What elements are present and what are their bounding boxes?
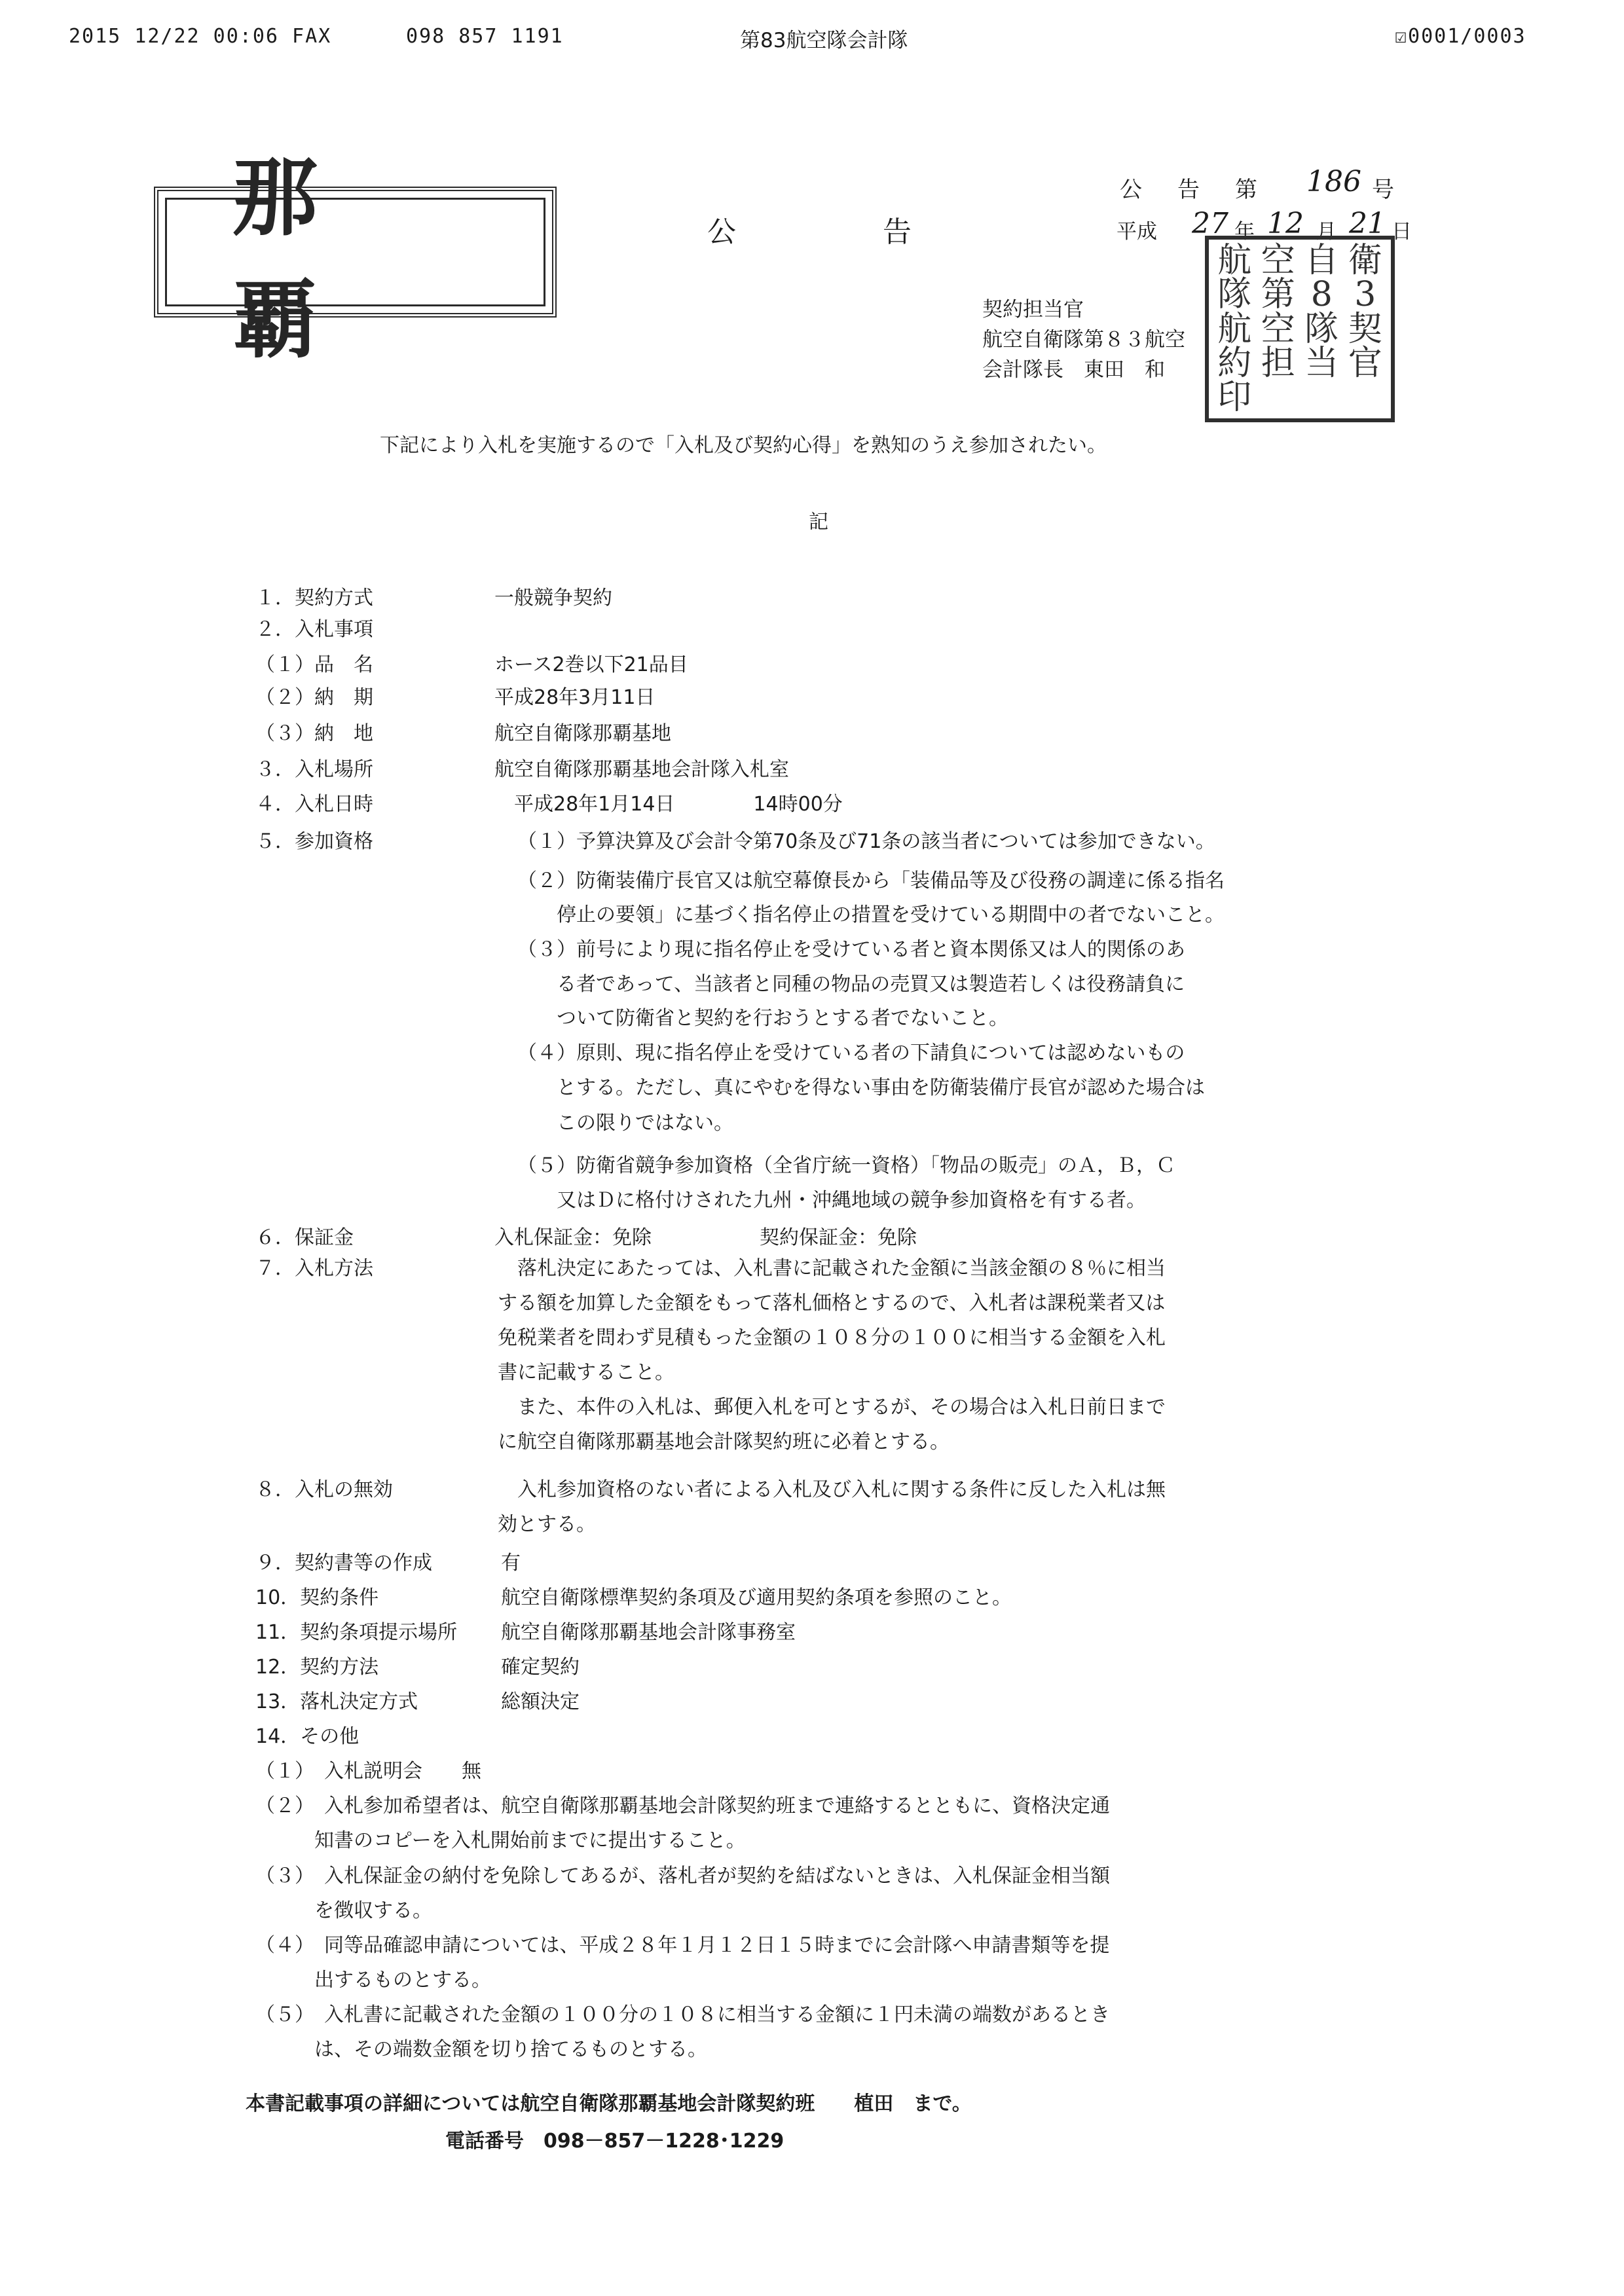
qualification-line: （４）原則、現に指名停止を受けている者の下請負については認めないもの [517, 1042, 1185, 1065]
item-label: １．契約方式 [255, 587, 373, 610]
deposit-label: ６．保証金 [255, 1226, 354, 1249]
fax-datetime: 2015 12/22 00:06 FAX [69, 25, 332, 48]
fax-sender: 第83航空隊会計隊 [740, 29, 908, 52]
method-line: 落札決定にあたっては、入札書に記載された金額に当該金額の８％に相当 [498, 1257, 1166, 1280]
other-line: を徴収する。 [255, 1899, 432, 1922]
item-value: 航空自衛隊標準契約条項及び適用契約条項を参照のこと。 [501, 1586, 1012, 1609]
invalid-line: 入札参加資格のない者による入札及び入札に関する条件に反した入札は無 [498, 1478, 1166, 1501]
issuer-unit: 航空自衛隊第８３航空 [982, 328, 1185, 352]
invalid-label: ８．入札の無効 [255, 1478, 393, 1501]
qualification-line: とする。ただし、真にやむを得ない事由を防衛装備庁長官が認めた場合は [517, 1076, 1205, 1099]
item-value: 確定契約 [501, 1656, 580, 1679]
notice-number-prefix: 公 告 第 [1120, 177, 1264, 203]
other-line: （２） 入札参加希望者は、航空自衛隊那覇基地会計隊契約班まで連絡するとともに、資格決定通 [255, 1795, 1110, 1817]
item-value: 有 [501, 1552, 521, 1575]
qualification-line: 停止の要領」に基づく指名停止の措置を受けている期間中の者でないこと。 [517, 903, 1225, 926]
method-line: 免税業者を問わず見積もった金額の１０８分の１００に相当する金額を入札 [498, 1326, 1166, 1349]
qualification-line: る者であって、当該者と同種の物品の売買又は製造若しくは役務請負に [517, 973, 1185, 996]
contract-deposit: 契約保証金：免除 [760, 1226, 917, 1249]
seal-char: 航 [1217, 309, 1252, 349]
seal-char: 官 [1348, 343, 1382, 383]
invalid-line: 効とする。 [498, 1513, 596, 1536]
method-line: する額を加算した金額をもって落札価格とするので、入札者は課税業者又は [498, 1292, 1166, 1315]
item-label: ３．入札場所 [255, 758, 373, 781]
naha-stamp-text: 那覇 [165, 198, 545, 306]
fax-phone: 098 857 1191 [406, 25, 564, 48]
item-label: （２）納 期 [255, 686, 373, 709]
method-label: ７．入札方法 [255, 1257, 373, 1280]
seal-char: 隊 [1217, 275, 1252, 315]
date-year: 27 [1192, 207, 1228, 240]
seal-char: 航 [1217, 241, 1252, 281]
naha-stamp-box [154, 147, 557, 370]
notice-number: 186 [1306, 165, 1361, 198]
qualification-line: （５）防衛省競争参加資格（全省庁統一資格）「物品の販売」のＡ，Ｂ，Ｃ [517, 1154, 1175, 1177]
item-value: 平成28年1月14日 14時00分 [494, 793, 843, 816]
item-value: 一般競争契約 [494, 587, 612, 610]
seal-char: 第 [1261, 275, 1295, 315]
item-label: 11．契約条項提示場所 [255, 1621, 458, 1644]
fax-page-counter: ☑0001/0003 [1395, 25, 1526, 48]
item-value: 航空自衛隊那覇基地 [494, 722, 671, 745]
seal-char: 3 [1354, 275, 1376, 315]
item-label: ９．契約書等の作成 [255, 1552, 432, 1575]
other-line: （４） 同等品確認申請については、平成２８年１月１２日１５時までに会計隊へ申請書類等を提 [255, 1934, 1110, 1957]
item-value: 航空自衛隊那覇基地会計隊事務室 [501, 1621, 796, 1644]
other-line: は、その端数金額を切り捨てるものとする。 [255, 2038, 707, 2061]
item-value: 航空自衛隊那覇基地会計隊入札室 [494, 758, 789, 781]
seal-char: 8 [1310, 275, 1333, 315]
date-month: 12 [1267, 207, 1304, 240]
other-line: （５） 入札書に記載された金額の１００分の１０８に相当する金額に１円未満の端数があるとき [255, 2003, 1110, 2026]
seal-char: 衛 [1348, 241, 1382, 281]
seal-char: 担 [1261, 343, 1295, 383]
seal-char: 当 [1304, 343, 1339, 383]
intro-text: 下記により入札を実施するので「入札及び契約心得」を熟知のうえ参加されたい。 [380, 434, 1107, 457]
item-label: ４．入札日時 [255, 793, 373, 816]
qualification-line: （２）防衛装備庁長官又は航空幕僚長から「装備品等及び役務の調達に係る指名 [517, 869, 1225, 892]
item-label: 14．その他 [255, 1725, 360, 1748]
notice-number-suffix: 号 [1372, 177, 1394, 203]
qualification-line: ついて防衛省と契約を行おうとする者でないこと。 [517, 1007, 1008, 1030]
qualification-line: 又はＤに格付けされた九州・沖縄地域の競争参加資格を有する者。 [517, 1189, 1146, 1212]
item-label: 12．契約方法 [255, 1656, 379, 1679]
item-value: ホース2巻以下21品目 [494, 653, 688, 676]
seal-char: 自 [1304, 241, 1339, 281]
seal-char: 印 [1217, 378, 1252, 417]
date-day-unit: 日 [1392, 220, 1412, 244]
ki-heading: 記 [809, 511, 828, 534]
other-line: （１） 入札説明会 無 [255, 1760, 481, 1783]
other-line: （３） 入札保証金の納付を免除してあるが、落札者が契約を結ばないときは、入札保証金相当額 [255, 1865, 1110, 1887]
item-label: ２．入札事項 [255, 618, 373, 641]
item-label: 10．契約条件 [255, 1586, 379, 1609]
document-title: 公 告 [707, 215, 970, 249]
date-year-unit: 年 [1234, 220, 1255, 244]
phone-number: 電話番号 098－857－1228･1229 [445, 2130, 784, 2153]
other-line: 出するものとする。 [255, 1969, 491, 1992]
item-value: 総額決定 [501, 1690, 580, 1713]
date-era: 平成 [1116, 220, 1157, 244]
method-line: に航空自衛隊那覇基地会計隊契約班に必着とする。 [498, 1430, 950, 1453]
issuer-title: 契約担当官 [982, 298, 1084, 321]
seal-char: 契 [1348, 309, 1382, 349]
seal-char: 隊 [1304, 309, 1339, 349]
item-value: 平成28年3月11日 [494, 686, 655, 709]
seal-char: 空 [1261, 309, 1295, 349]
qualification-line: この限りではない。 [517, 1112, 733, 1135]
qualification-line: （３）前号により現に指名停止を受けている者と資本関係又は人的関係のあ [517, 938, 1185, 961]
qualification-line: （１）予算決算及び会計令第70条及び71条の該当者については参加できない。 [517, 830, 1215, 853]
other-line: 知書のコピーを入札開始前までに提出すること。 [255, 1829, 746, 1852]
item-label: （１）品 名 [255, 653, 373, 676]
contact-text: 本書記載事項の詳細については航空自衛隊那覇基地会計隊契約班 植田 まで。 [246, 2092, 972, 2115]
date-month-unit: 月 [1316, 220, 1337, 244]
item-label: （３）納 地 [255, 722, 373, 745]
bid-deposit: 入札保証金：免除 [494, 1226, 652, 1249]
seal-char: 空 [1261, 241, 1295, 281]
seal-char: 約 [1217, 343, 1252, 383]
official-seal [1205, 236, 1395, 422]
date-day: 21 [1349, 207, 1386, 240]
method-line: また、本件の入札は、郵便入札を可とするが、その場合は入札日前日まで [498, 1396, 1166, 1419]
method-line: 書に記載すること。 [498, 1361, 674, 1384]
item-label: 13．落札決定方式 [255, 1690, 418, 1713]
issuer-name: 会計隊長 東田 和 [982, 358, 1165, 382]
item-label: ５．参加資格 [255, 830, 373, 853]
